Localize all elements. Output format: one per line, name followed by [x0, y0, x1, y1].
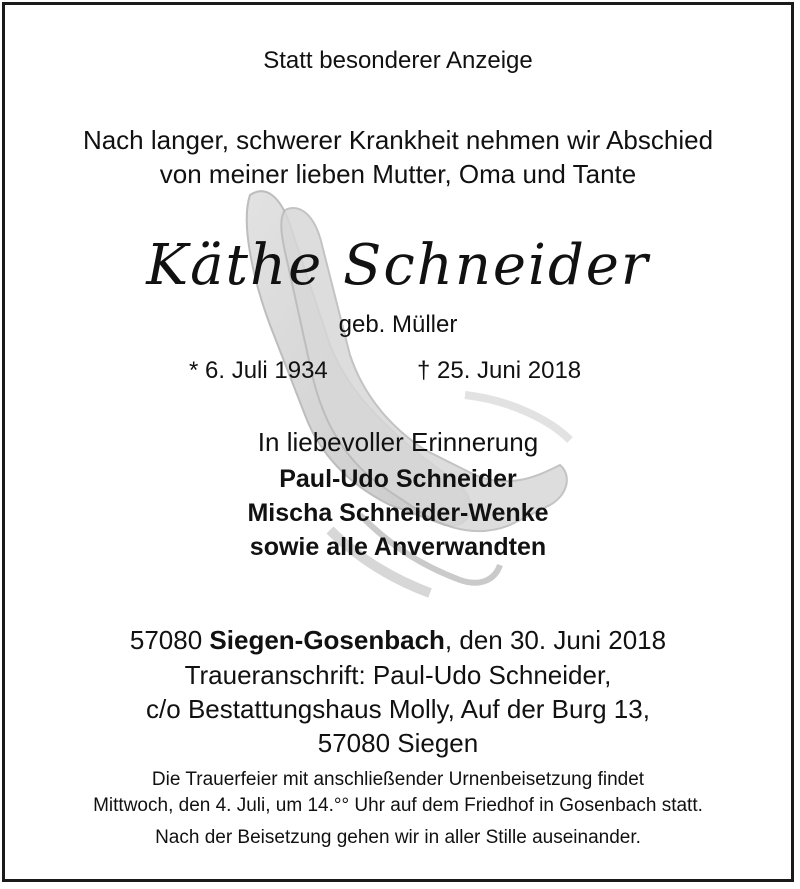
- mourner-name: Paul-Udo Schneider: [279, 465, 517, 493]
- place-zip: 57080: [129, 625, 203, 655]
- closing-line: Nach der Beisetzung gehen wir in aller Stille auseinander.: [155, 827, 641, 848]
- ceremony-line: Die Trauerfeier mit anschließender Urnenbeisetzung findet: [151, 769, 645, 790]
- place-date: , den 30. Juni 2018: [444, 625, 667, 655]
- mourning-address-line: 57080 Siegen: [317, 728, 479, 758]
- intro-line: von meiner lieben Mutter, Oma und Tante: [159, 159, 637, 189]
- deceased-name: Käthe Schneider: [146, 233, 650, 298]
- obituary-frame: [2, 2, 794, 882]
- memory-line: In liebevoller Erinnerung: [257, 427, 539, 457]
- intro-line: Nach langer, schwerer Krankheit nehmen wir Abschied: [82, 125, 714, 155]
- mourner-name: Mischa Schneider-Wenke: [247, 499, 549, 527]
- place-date-line: [5, 625, 791, 656]
- ceremony-line: Mittwoch, den 4. Juli, um 14.°° Uhr auf dem Friedhof in Gosenbach statt.: [93, 795, 703, 816]
- mourning-address-line: c/o Bestattungshaus Molly, Auf der Burg 13,: [146, 694, 650, 724]
- header-notice: Statt besonderer Anzeige: [263, 47, 533, 74]
- birth-date: * 6. Juli 1934: [189, 357, 328, 384]
- mourning-address-line: Traueranschrift: Paul-Udo Schneider,: [184, 660, 612, 690]
- death-date: † 25. Juni 2018: [417, 357, 582, 384]
- maiden-name: geb. Müller: [338, 311, 458, 338]
- mourner-name: sowie alle Anverwandten: [249, 533, 547, 561]
- place-town: Siegen-Gosenbach: [209, 625, 445, 655]
